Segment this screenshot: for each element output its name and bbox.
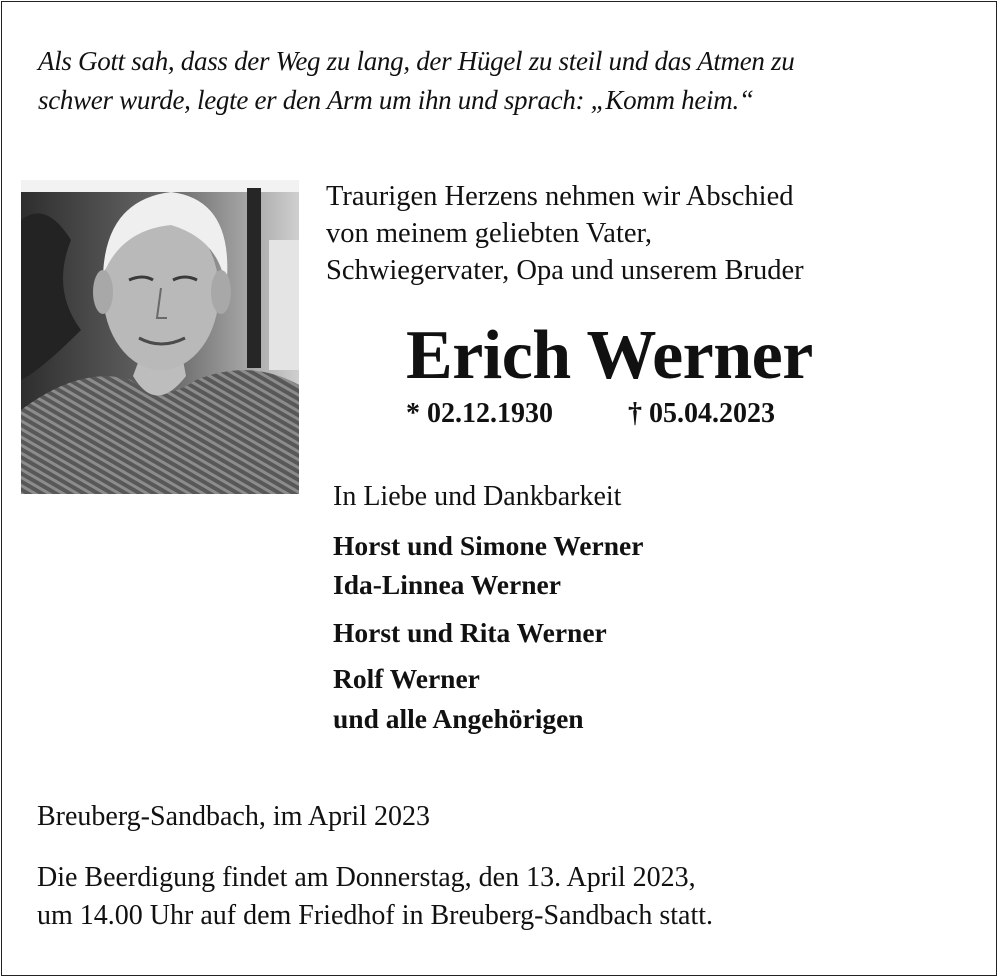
mourner-name: Ida-Linnea Werner (333, 569, 561, 600)
birth-date: * 02.12.1930 (406, 398, 553, 429)
quote-line-1: Als Gott sah, dass der Weg zu lang, der Hügel zu steil und das Atmen zu (38, 46, 795, 76)
mourner-name: Horst und Rita Werner (333, 617, 607, 648)
mourner-name: Rolf Werner (333, 663, 480, 694)
deceased-name: Erich Werner (406, 317, 813, 394)
intro-line-3: Schwiegervater, Opa und unserem Bruder (326, 255, 804, 286)
quote-line-2: schwer wurde, legte er den Arm um ihn und sprach: „Komm heim.“ (38, 85, 754, 115)
mourner-name: Horst und Simone Werner (333, 530, 644, 561)
memorial-quote (38, 42, 938, 120)
farewell-intro (326, 178, 804, 289)
intro-line-1: Traurigen Herzens nehmen wir Abschied (326, 181, 794, 212)
place-and-date: Breuberg-Sandbach, im April 2023 (37, 801, 430, 832)
funeral-notice (37, 859, 713, 935)
death-date: † 05.04.2023 (628, 398, 775, 429)
portrait-image (21, 180, 299, 494)
mourner-name: und alle Angehörigen (333, 703, 584, 734)
portrait-photo (21, 180, 299, 494)
intro-line-2: von meinem geliebten Vater, (326, 218, 652, 249)
closing-phrase: In Liebe und Dankbarkeit (333, 481, 622, 512)
obituary-notice (1, 1, 997, 976)
funeral-line-1: Die Beerdigung findet am Donnerstag, den 13. April 2023, (37, 862, 696, 893)
funeral-line-2: um 14.00 Uhr auf dem Friedhof in Breuberg-Sandbach statt. (37, 900, 714, 931)
life-dates (406, 394, 775, 434)
